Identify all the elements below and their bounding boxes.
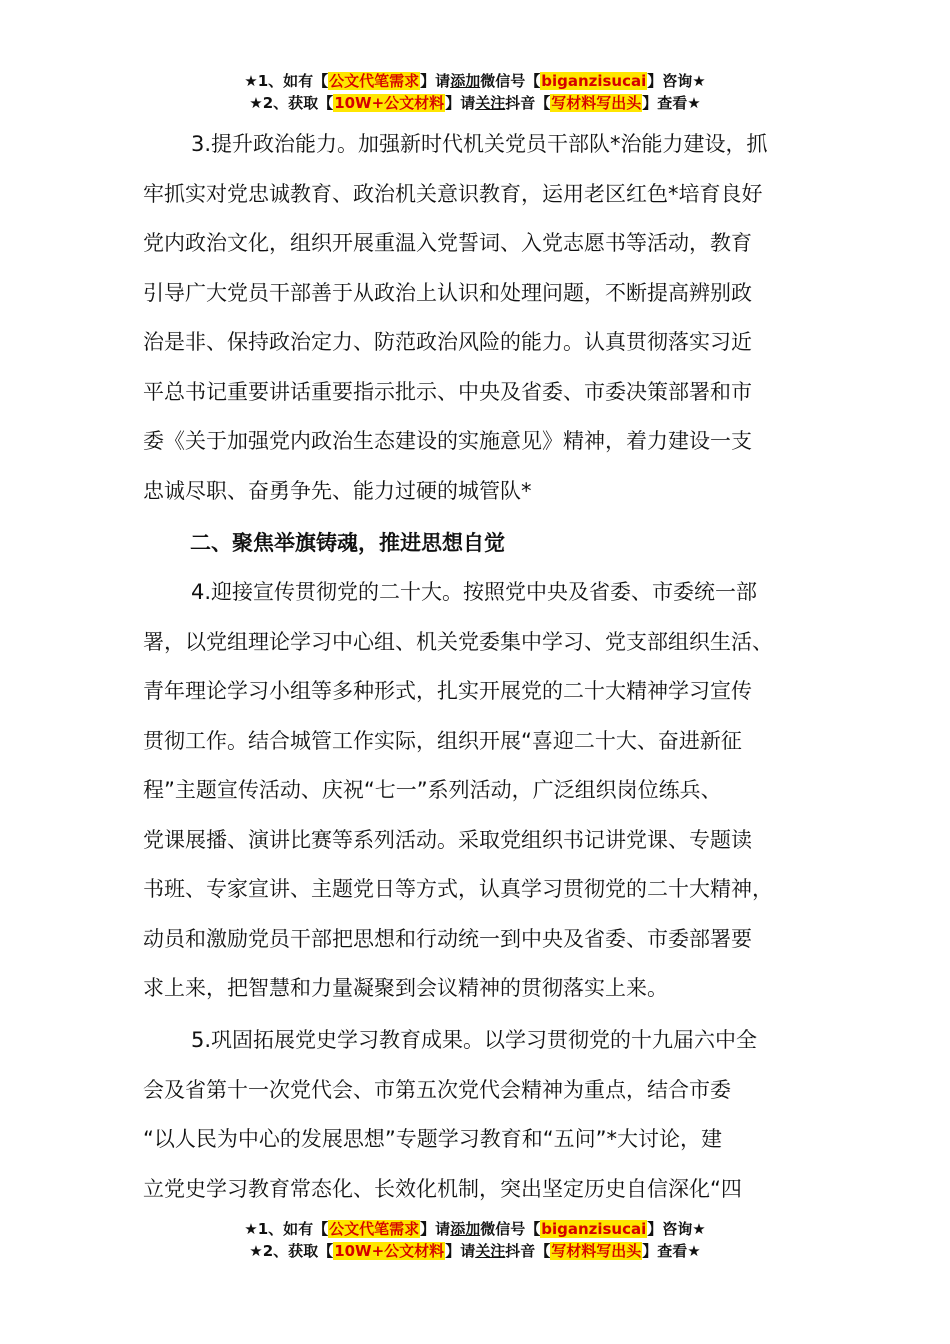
text-line: 署，以党组理论学习中心组、机关党委集中学习、党支部组织生活、 (143, 629, 773, 654)
banner-highlight: biganzisucai (541, 1220, 647, 1238)
text-line: 青年理论学习小组等多种形式，扎实开展党的二十大精神学习宣传 (143, 679, 752, 703)
banner-text: 】咨询★ (647, 1220, 706, 1238)
banner-highlight: 公文代笔需求 (329, 1220, 420, 1238)
banner-underline: 关注 (475, 94, 506, 112)
banner-highlight: 10W+公文材料 (334, 94, 445, 112)
banner-underline: 关注 (475, 1242, 506, 1260)
banner-text: 】请 (445, 94, 476, 112)
paragraph-4 (143, 568, 833, 1014)
paragraph-5 (143, 1016, 833, 1214)
text-line: 立党史学习教育常态化、长效化机制，突出坚定历史自信深化“四 (143, 1176, 742, 1201)
banner-text: 微信号【 (480, 72, 541, 90)
text-line: 治是非、保持政治定力、防范政治风险的能力。认真贯彻落实习近 (143, 330, 752, 354)
banner-highlight: 10W+公文材料 (334, 1242, 445, 1260)
text-line: 党内政治文化，组织开展重温入党誓词、入党志愿书等活动，教育 (143, 231, 752, 255)
banner-text: ★1、如有【 (244, 1220, 329, 1238)
section-heading: 二、聚焦举旗铸魂，推进思想自觉 (190, 531, 505, 555)
banner-line-1 (0, 1218, 950, 1240)
text-line: 书班、专家宣讲、主题党日等方式，认真学习贯彻党的二十大精神， (143, 877, 773, 901)
text-line: 忠诚尽职、奋勇争先、能力过硬的城管队* (143, 478, 532, 503)
text-line: 党课展播、演讲比赛等系列活动。采取党组织书记讲党课、专题读 (143, 827, 752, 852)
banner-highlight: biganzisucai (541, 72, 647, 90)
banner-underline: 添加 (450, 72, 481, 90)
text-line: 4.迎接宣传贯彻党的二十大。按照党中央及省委、市委统一部 (191, 580, 758, 604)
text-line: 程”主题宣传活动、庆祝“七一”系列活动，广泛组织岗位练兵、 (143, 778, 722, 802)
top-banner (0, 70, 950, 114)
banner-highlight: 公文代笔需求 (329, 72, 420, 90)
banner-text: 微信号【 (480, 1220, 541, 1238)
banner-text: ★2、获取【 (249, 1242, 334, 1260)
banner-text: 】请 (420, 1220, 451, 1238)
banner-line-2 (0, 1240, 950, 1262)
text-line: 平总书记重要讲话重要指示批示、中央及省委、市委决策部署和市 (143, 379, 752, 404)
text-line: 动员和激励党员干部把思想和行动统一到中央及省委、市委部署要 (143, 926, 752, 951)
text-line: 会及省第十一次党代会、市第五次党代会精神为重点，结合市委 (143, 1077, 731, 1102)
banner-highlight: 写材料写出头 (551, 1242, 642, 1260)
paragraph-3 (143, 120, 833, 516)
banner-line-2 (0, 92, 950, 114)
banner-text: 】请 (420, 72, 451, 90)
banner-text: ★2、获取【 (249, 94, 334, 112)
banner-text: 】请 (445, 1242, 476, 1260)
banner-line-1 (0, 70, 950, 92)
banner-text: 】咨询★ (647, 72, 706, 90)
banner-text: 】查看★ (642, 94, 701, 112)
text-line: “以人民为中心的发展思想”专题学习教育和“五问”*大讨论，建 (143, 1127, 723, 1151)
banner-highlight: 写材料写出头 (551, 94, 642, 112)
text-line: 求上来，把智慧和力量凝聚到会议精神的贯彻落实上来。 (143, 976, 668, 1000)
text-line: 5.巩固拓展党史学习教育成果。以学习贯彻党的十九届六中全 (191, 1028, 758, 1052)
banner-underline: 添加 (450, 1220, 481, 1238)
text-line: 委《关于加强党内政治生态建设的实施意见》精神，着力建设一支 (143, 429, 752, 453)
text-line: 牢抓实对党忠诚教育、政治机关意识教育，运用老区红色*培育良好 (143, 181, 763, 206)
text-line: 3.提升政治能力。加强新时代机关党员干部队*治能力建设，抓 (191, 132, 768, 156)
text-line: 贯彻工作。结合城管工作实际，组织开展“喜迎二十大、奋进新征 (143, 728, 742, 753)
banner-text: 】查看★ (642, 1242, 701, 1260)
banner-text: ★1、如有【 (244, 72, 329, 90)
text-line: 引导广大党员干部善于从政治上认识和处理问题，不断提高辨别政 (143, 280, 752, 305)
banner-text: 抖音【 (505, 1242, 551, 1260)
bottom-banner (0, 1218, 950, 1262)
banner-text: 抖音【 (505, 94, 551, 112)
